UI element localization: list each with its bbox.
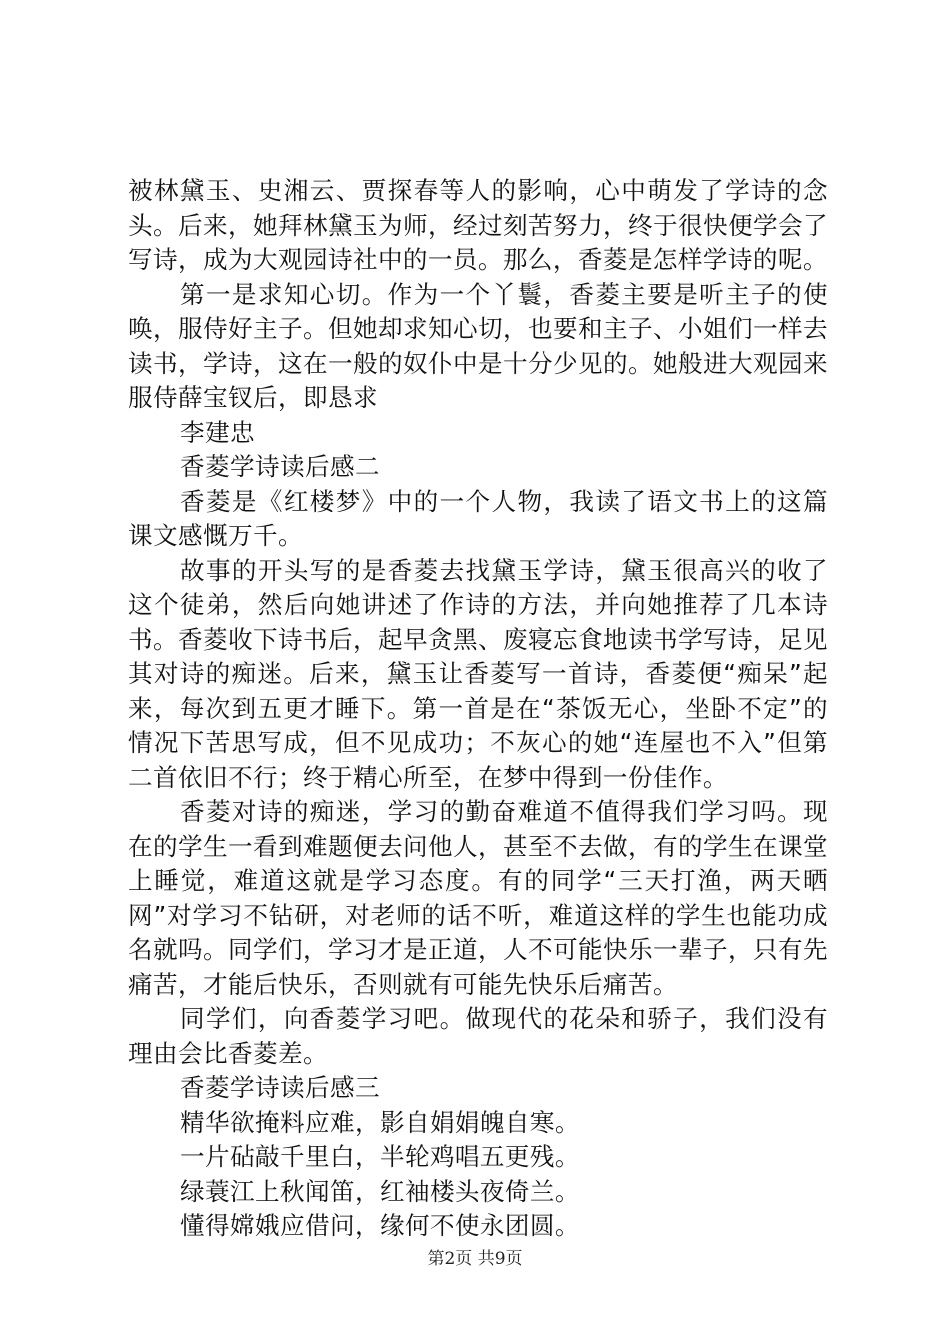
document-body (128, 174, 828, 1244)
paragraph: 同学们，向香菱学习吧。做现代的花朵和骄子，我们没有理由会比香菱差。 (128, 1004, 828, 1068)
poem-line: 一片砧敲千里白，半轮鸡唱五更残。 (180, 1142, 580, 1171)
paragraph: 香菱对诗的痴迷，学习的勤奋难道不值得我们学习吗。现在的学生一看到难题便去问他人，甚至不去做，有的学生在课堂上睡觉，难道这就是学习态度。有的同学“三天打渔，两天晒网”对学习不钻研，对老师的话不听，难道这样的学生也能功成名就吗。同学们，学习才是正道，人不可能快乐一辈子，只有先痛苦，才能后快乐，否则就有可能先快乐后痛苦。 (128, 797, 828, 999)
section-title: 香菱学诗读后感三 (180, 1073, 380, 1102)
paragraph: 第一是求知心切。作为一个丫鬟，香菱主要是听主子的使唤，服侍好主子。但她却求知心切，也要和主子、小姐们一样去读书，学诗，这在一般的奴仆中是十分少见的。她般进大观园来服侍薛宝钗后，即恳求 (128, 279, 828, 412)
section-title: 香菱学诗读后感二 (180, 452, 380, 481)
author-line: 李建忠 (180, 417, 255, 447)
paragraph: 故事的开头写的是香菱去找黛玉学诗，黛玉很高兴的收了这个徒弟，然后向她讲述了作诗的方法，并向她推荐了几本诗书。香菱收下诗书后，起早贪黑、废寝忘食地读书学写诗，足见其对诗的痴迷。后来，黛玉让香菱写一首诗，香菱便“痴呆”起来，每次到五更才睡下。第一首是在“茶饭无心，坐卧不定”的情况下苦思写成，但不见成功；不灰心的她“连屋也不入”但第二首依旧不行；终于精心所至，在梦中得到一份佳作。 (128, 555, 828, 792)
poem-line: 绿蓑江上秋闻笛，红袖楼头夜倚兰。 (180, 1176, 580, 1206)
paragraph: 被林黛玉、史湘云、贾探春等人的影响，心中萌发了学诗的念头。后来，她拜林黛玉为师，经过刻苦努力，终于很快便学会了写诗，成为大观园诗社中的一员。那么，香菱是怎样学诗的呢。 (128, 176, 828, 274)
poem-line: 懂得嫦娥应借问，缘何不使永团圆。 (180, 1211, 580, 1240)
page-number-footer: 第2页 共9页 (427, 1249, 523, 1269)
paragraph: 香菱是《红楼梦》中的一个人物，我读了语文书上的这篇课文感慨万千。 (128, 486, 828, 550)
poem-line: 精华欲掩料应难，影自娟娟魄自寒。 (180, 1107, 580, 1137)
